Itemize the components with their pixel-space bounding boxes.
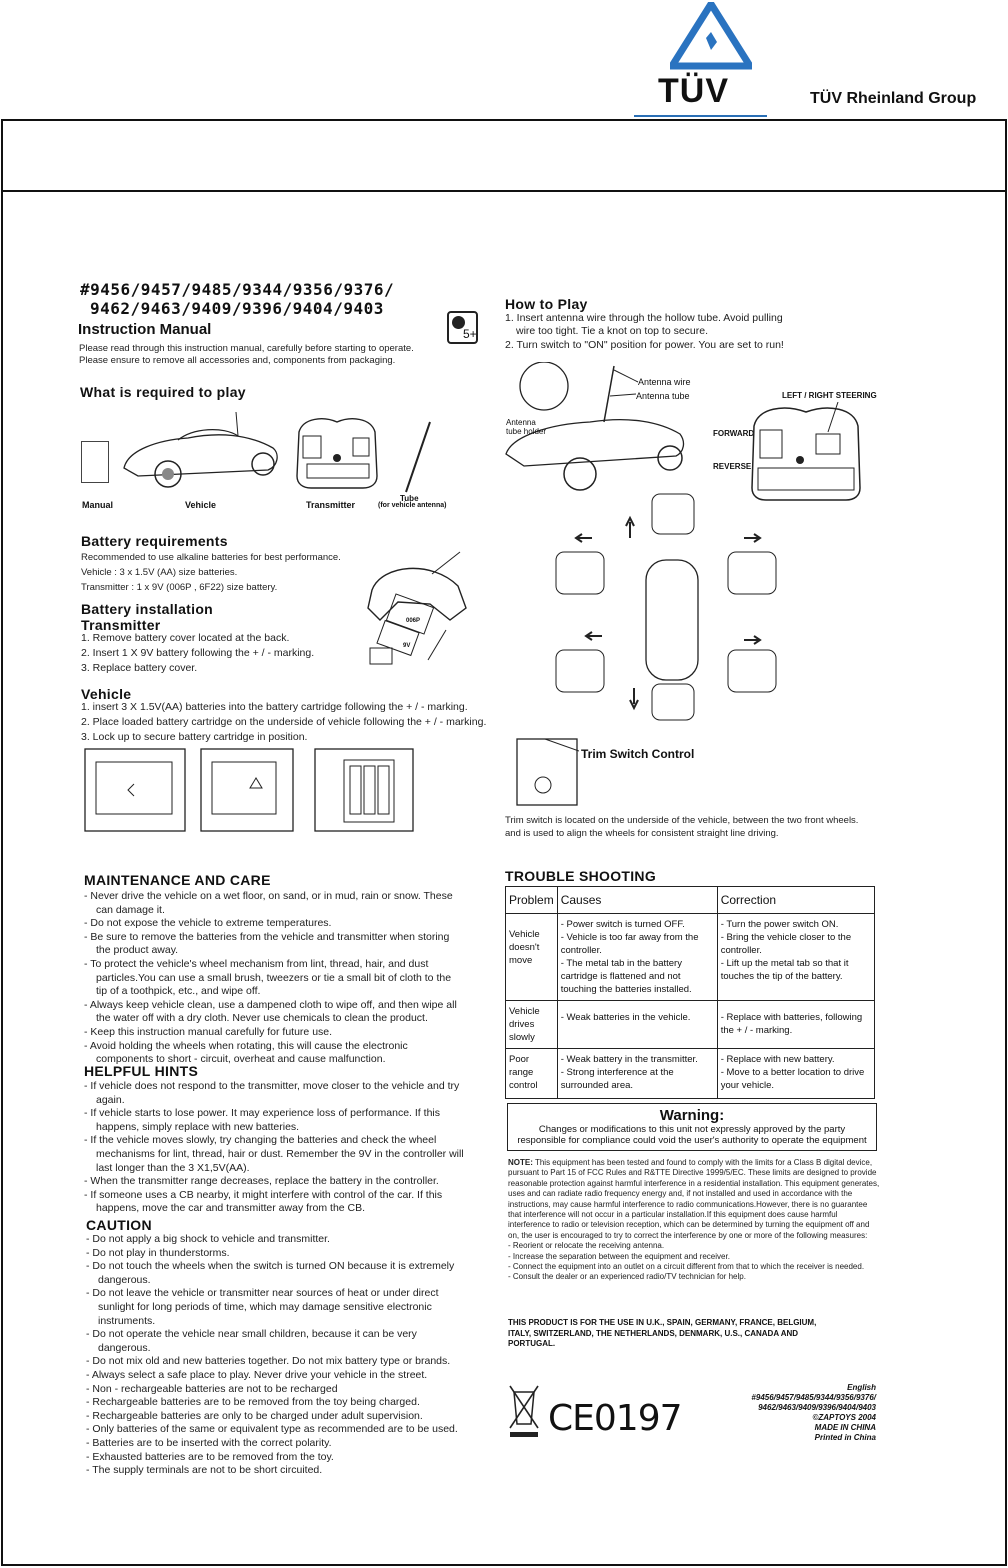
logo-underline — [634, 115, 767, 117]
correction-cell — [717, 1001, 874, 1049]
cause-line: - Weak battery in the transmitter. — [560, 1054, 698, 1065]
caution-item: - Do not mix old and new batteries together. Do not mix battery type or brands. — [86, 1355, 451, 1368]
trim-text-2: and is used to align the wheels for consistent straight line driving. — [505, 828, 779, 839]
footer-made-in: MADE IN CHINA — [814, 1423, 876, 1432]
battery-line-2: Vehicle : 3 x 1.5V (AA) size batteries. — [81, 567, 238, 578]
required-item-tube: Tube — [400, 494, 419, 503]
caution-item: - Do not operate the vehicle near small children, because it can be very dangerous. — [86, 1328, 417, 1354]
table-header-row — [506, 887, 875, 914]
trim-heading: Trim Switch Control — [581, 747, 695, 761]
caution-item: - Non - rechargeable batteries are not to be recharged — [86, 1382, 338, 1395]
maintenance-item: - Always keep vehicle clean, use a dampened cloth to wipe off, and then wipe all the water off with a dry cloth. Never use chemicals to clean the product. — [84, 998, 457, 1025]
correction-cell — [717, 914, 874, 1001]
fcc-note — [508, 1158, 880, 1283]
caution-list — [86, 1233, 466, 1478]
problem-cell: Poor range control — [506, 1049, 558, 1099]
caution-heading: CAUTION — [86, 1217, 152, 1233]
trim-switch-illustration — [515, 735, 579, 809]
transmitter-step-3: 3. Replace battery cover. — [81, 662, 198, 674]
caution-item: - Rechargeable batteries are to be removed from the toy being charged. — [86, 1396, 420, 1409]
age-badge — [447, 311, 478, 344]
brand-name: TÜV Rheinland Group — [810, 90, 977, 107]
header-problem: Problem — [506, 887, 558, 914]
transmitter-illustration — [293, 414, 381, 490]
battery-step-1-illustration — [84, 748, 189, 834]
maintenance-list — [84, 890, 464, 1067]
label-reverse: REVERSE — [713, 462, 752, 471]
footer-language: English — [847, 1383, 876, 1392]
warning-title: Warning: — [659, 1107, 725, 1124]
header-correction: Correction — [717, 887, 874, 914]
battery-req-heading: Battery requirements — [81, 533, 228, 549]
warning-box — [507, 1103, 877, 1151]
required-item-vehicle: Vehicle — [185, 500, 217, 510]
hints-heading: HELPFUL HINTS — [84, 1063, 199, 1079]
label-tube-holder-2: tube holder — [506, 427, 547, 436]
transmitter-battery-illustration — [362, 550, 474, 680]
problem-cell: Vehicle drives slowly — [506, 1001, 558, 1049]
footer-printed-in: Printed in China — [814, 1433, 876, 1442]
model-numbers-line2: 9462/9463/9409/9396/9404/9403 — [90, 299, 384, 318]
hint-item: - If vehicle starts to lose power. It may experience loss of performance. If this happens, simply replace with new batteries. — [84, 1107, 440, 1133]
vehicle-illustration — [118, 410, 283, 496]
hint-item: - If the vehicle moves slowly, try changing the batteries and check the wheel mechanisms for lint, thread, hair or dust. Remember the 9V in the controller will last longer than the 3 X1,5V(AA). — [84, 1134, 464, 1174]
table-row — [506, 1049, 875, 1099]
weee-bin-icon — [508, 1382, 540, 1438]
intro-line-2: Please ensure to remove all accessories and, components from packaging. — [79, 355, 396, 366]
hint-item: - If someone uses a CB nearby, it might interfere with control of the car. If this happens, move the car and transmitter away from the CB. — [84, 1188, 443, 1215]
troubleshooting-table — [505, 886, 875, 1099]
manual-title: Instruction Manual — [78, 321, 212, 338]
how-to-play-heading: How to Play — [505, 296, 588, 312]
battery-line-3: Transmitter : 1 x 9V (006P , 6F22) size battery. — [81, 582, 278, 593]
battery-fig-9v: 9V — [403, 643, 411, 649]
label-antenna-tube: Antenna tube — [636, 391, 690, 401]
frame-separator — [1, 190, 1007, 192]
battery-step-2-illustration — [200, 748, 296, 834]
label-steering: LEFT / RIGHT STEERING — [782, 391, 877, 400]
vehicle-heading: Vehicle — [81, 686, 132, 702]
table-row — [506, 914, 875, 1001]
caution-item: - Do not play in thunderstorms. — [86, 1246, 230, 1259]
transmitter-step-2: 2. Insert 1 X 9V battery following the + / - marking. — [81, 647, 315, 659]
problem-cell: Vehicle doesn't move — [506, 914, 558, 1001]
warning-text: Changes or modifications to this unit not expressly approved by the party responsible for compliance could void the user's authority to operate the equipment — [517, 1124, 867, 1146]
transmitter-controls-illustration — [748, 402, 864, 502]
battery-step-3-illustration — [314, 748, 416, 834]
label-tube-holder-1: Antenna — [506, 418, 536, 427]
ce-mark: CE0197 — [548, 1398, 682, 1439]
transmitter-heading: Transmitter — [81, 617, 161, 633]
note-measure: - Connect the equipment into an outlet on a circuit different from that to which the receiver is needed. — [508, 1262, 865, 1272]
cause-line: - Weak batteries in the vehicle. — [560, 1012, 691, 1023]
correction-line: - Turn the power switch ON. — [720, 919, 839, 930]
maintenance-item: - To protect the vehicle's wheel mechanism from lint, thread, hair, and dust particles.You can use a small brush, tweezers or tie a small bit of cloth to the tip of a toothpick, etc., and wipe off. — [84, 957, 452, 998]
hint-item: - If vehicle does not respond to the transmitter, move closer to the vehicle and try again. — [84, 1080, 460, 1106]
note-measure: - Consult the dealer or an experienced radio/TV technician for help. — [508, 1272, 746, 1282]
note-measure: - Reorient or relocate the receiving antenna. — [508, 1241, 665, 1251]
maintenance-item: - Keep this instruction manual carefully for future use. — [84, 1025, 333, 1038]
causes-cell — [557, 914, 717, 1001]
note-measure: - Increase the separation between the equipment and receiver. — [508, 1251, 730, 1261]
cause-line: - Power switch is turned OFF. — [560, 919, 685, 930]
footer-copyright: ©ZAPTOYS 2004 — [812, 1413, 876, 1422]
direction-control-diagram — [548, 490, 780, 722]
play-step-1b: wire too tight. Tie a knot on top to secure. — [516, 325, 709, 337]
required-item-manual: Manual — [82, 500, 114, 510]
note-text: This equipment has been tested and found to comply with the limits for a Class B digital device, pursuant to Part 15 of FCC Rules and R&TTE Directive 1999/5/EC. These limits are designed to provide reasonable protection against harmful interference in a residential installation. This equipment generates, uses and can radiate radio frequency energy and, if not installed and used in accordance with the instructions, may cause harmful interference to radio communications.However, there is no guarantee that interference will not occur in a particular installation.If this equipment does cause harmful interference to radio or television reception, which can be determined by turning the equipment off and on, the user is encouraged to try to correct the interference by one or more of the following measures: — [508, 1158, 880, 1240]
footer-info — [690, 1383, 876, 1443]
header-causes: Causes — [557, 887, 717, 914]
battery-install-heading: Battery installation — [81, 601, 214, 617]
caution-item: - Do not apply a big shock to vehicle and transmitter. — [86, 1233, 330, 1245]
manual-illustration — [81, 441, 109, 483]
table-row — [506, 1001, 875, 1049]
caution-item: - Exhausted batteries are to be removed from the toy. — [86, 1450, 334, 1463]
vehicle-step-3: 3. Lock up to secure battery cartridge in position. — [81, 731, 308, 743]
cause-line: - Vehicle is too far away from the controller. — [560, 932, 699, 956]
countries-statement: THIS PRODUCT IS FOR THE USE IN U.K., SPAIN, GERMANY, FRANCE, BELGIUM, ITALY, SWITZERLAND, THE NETHERLANDS, DENMARK, U.S., CANADA AND PORTUGAL. — [508, 1318, 817, 1348]
tuv-logo-text: TÜV — [658, 72, 729, 110]
age-badge-label: 5+ — [463, 327, 477, 341]
battery-fig-006p: 006P — [406, 618, 421, 624]
battery-line-1: Recommended to use alkaline batteries for best performance. — [81, 552, 341, 563]
hints-list — [84, 1080, 464, 1216]
transmitter-step-1: 1. Remove battery cover located at the back. — [81, 632, 290, 644]
maintenance-item: - Avoid holding the wheels when rotating, this will cause the electronic components to short - circuit, overheat and cause malfunction. — [84, 1039, 408, 1066]
correction-cell — [717, 1049, 874, 1099]
cause-line: - The metal tab in the battery cartridge is flattened and not touching the batteries installed. — [560, 958, 692, 995]
correction-line: - Replace with new battery. — [720, 1054, 835, 1065]
caution-item: - Batteries are to be inserted with the correct polarity. — [86, 1436, 332, 1449]
vehicle-step-2: 2. Place loaded battery cartridge on the underside of vehicle following the + / - marking. — [81, 716, 487, 728]
play-step-1a: 1. Insert antenna wire through the hollow tube. Avoid pulling — [505, 312, 783, 324]
note-label: NOTE: — [508, 1158, 533, 1167]
troubleshooting-heading: TROUBLE SHOOTING — [505, 868, 657, 884]
maintenance-item: - Be sure to remove the batteries from the vehicle and transmitter when storing the product away. — [84, 930, 450, 957]
causes-cell — [557, 1001, 717, 1049]
caution-item: - Do not touch the wheels when the switch is turned ON because it is extremely dangerous. — [86, 1260, 455, 1286]
label-forward: FORWARD — [713, 429, 755, 438]
play-step-2: 2. Turn switch to "ON" position for power. You are set to run! — [505, 339, 784, 351]
correction-line: - Lift up the metal tab so that it touches the tip of the battery. — [720, 958, 849, 982]
model-numbers-line1: #9456/9457/9485/9344/9356/9376/ — [80, 280, 395, 299]
caution-item: - Always select a safe place to play. Never drive your vehicle in the street. — [86, 1368, 428, 1381]
maintenance-item: - Never drive the vehicle on a wet floor, on sand, or in mud, rain or snow. These can damage it. — [84, 890, 453, 916]
footer-models-1: #9456/9457/9485/9344/9356/9376/ — [751, 1393, 876, 1402]
correction-line: - Replace with batteries, following the + / - marking. — [720, 1012, 863, 1036]
required-heading: What is required to play — [80, 384, 246, 400]
label-antenna-wire: Antenna wire — [638, 377, 691, 387]
correction-line: - Bring the vehicle closer to the controller. — [720, 932, 852, 956]
correction-line: - Move to a better location to drive your vehicle. — [720, 1067, 865, 1091]
caution-item: - Only batteries of the same or equivalent type as recommended are to be used. — [86, 1423, 458, 1436]
cause-line: - Strong interference at the surrounded area. — [560, 1067, 674, 1091]
causes-cell — [557, 1049, 717, 1099]
tube-illustration — [400, 420, 434, 494]
vehicle-step-1: 1. insert 3 X 1.5V(AA) batteries into the battery cartridge following the + / - marking. — [81, 701, 468, 713]
hint-item: - When the transmitter range decreases, replace the battery in the controller. — [84, 1175, 439, 1188]
maintenance-heading: MAINTENANCE AND CARE — [84, 872, 271, 888]
trim-text-1: Trim switch is located on the underside of the vehicle, between the two front wheels. — [505, 815, 859, 826]
required-item-transmitter: Transmitter — [306, 500, 356, 510]
maintenance-item: - Do not expose the vehicle to extreme temperatures. — [84, 917, 332, 930]
caution-item: - The supply terminals are not to be short circuited. — [86, 1464, 323, 1477]
tuv-logo-triangle-icon — [670, 2, 752, 70]
caution-item: - Do not leave the vehicle or transmitter near sources of heat or under direct sunlight for long periods of time, which may damage sensitive electronic instruments. — [86, 1287, 439, 1327]
intro-line-1: Please read through this instruction manual, carefully before starting to operate. — [79, 343, 414, 354]
caution-item: - Rechargeable batteries are only to be charged under adult supervision. — [86, 1409, 423, 1422]
footer-models-2: 9462/9463/9409/9396/9404/9403 — [758, 1403, 876, 1412]
tube-note: (for vehicle antenna) — [378, 502, 447, 509]
